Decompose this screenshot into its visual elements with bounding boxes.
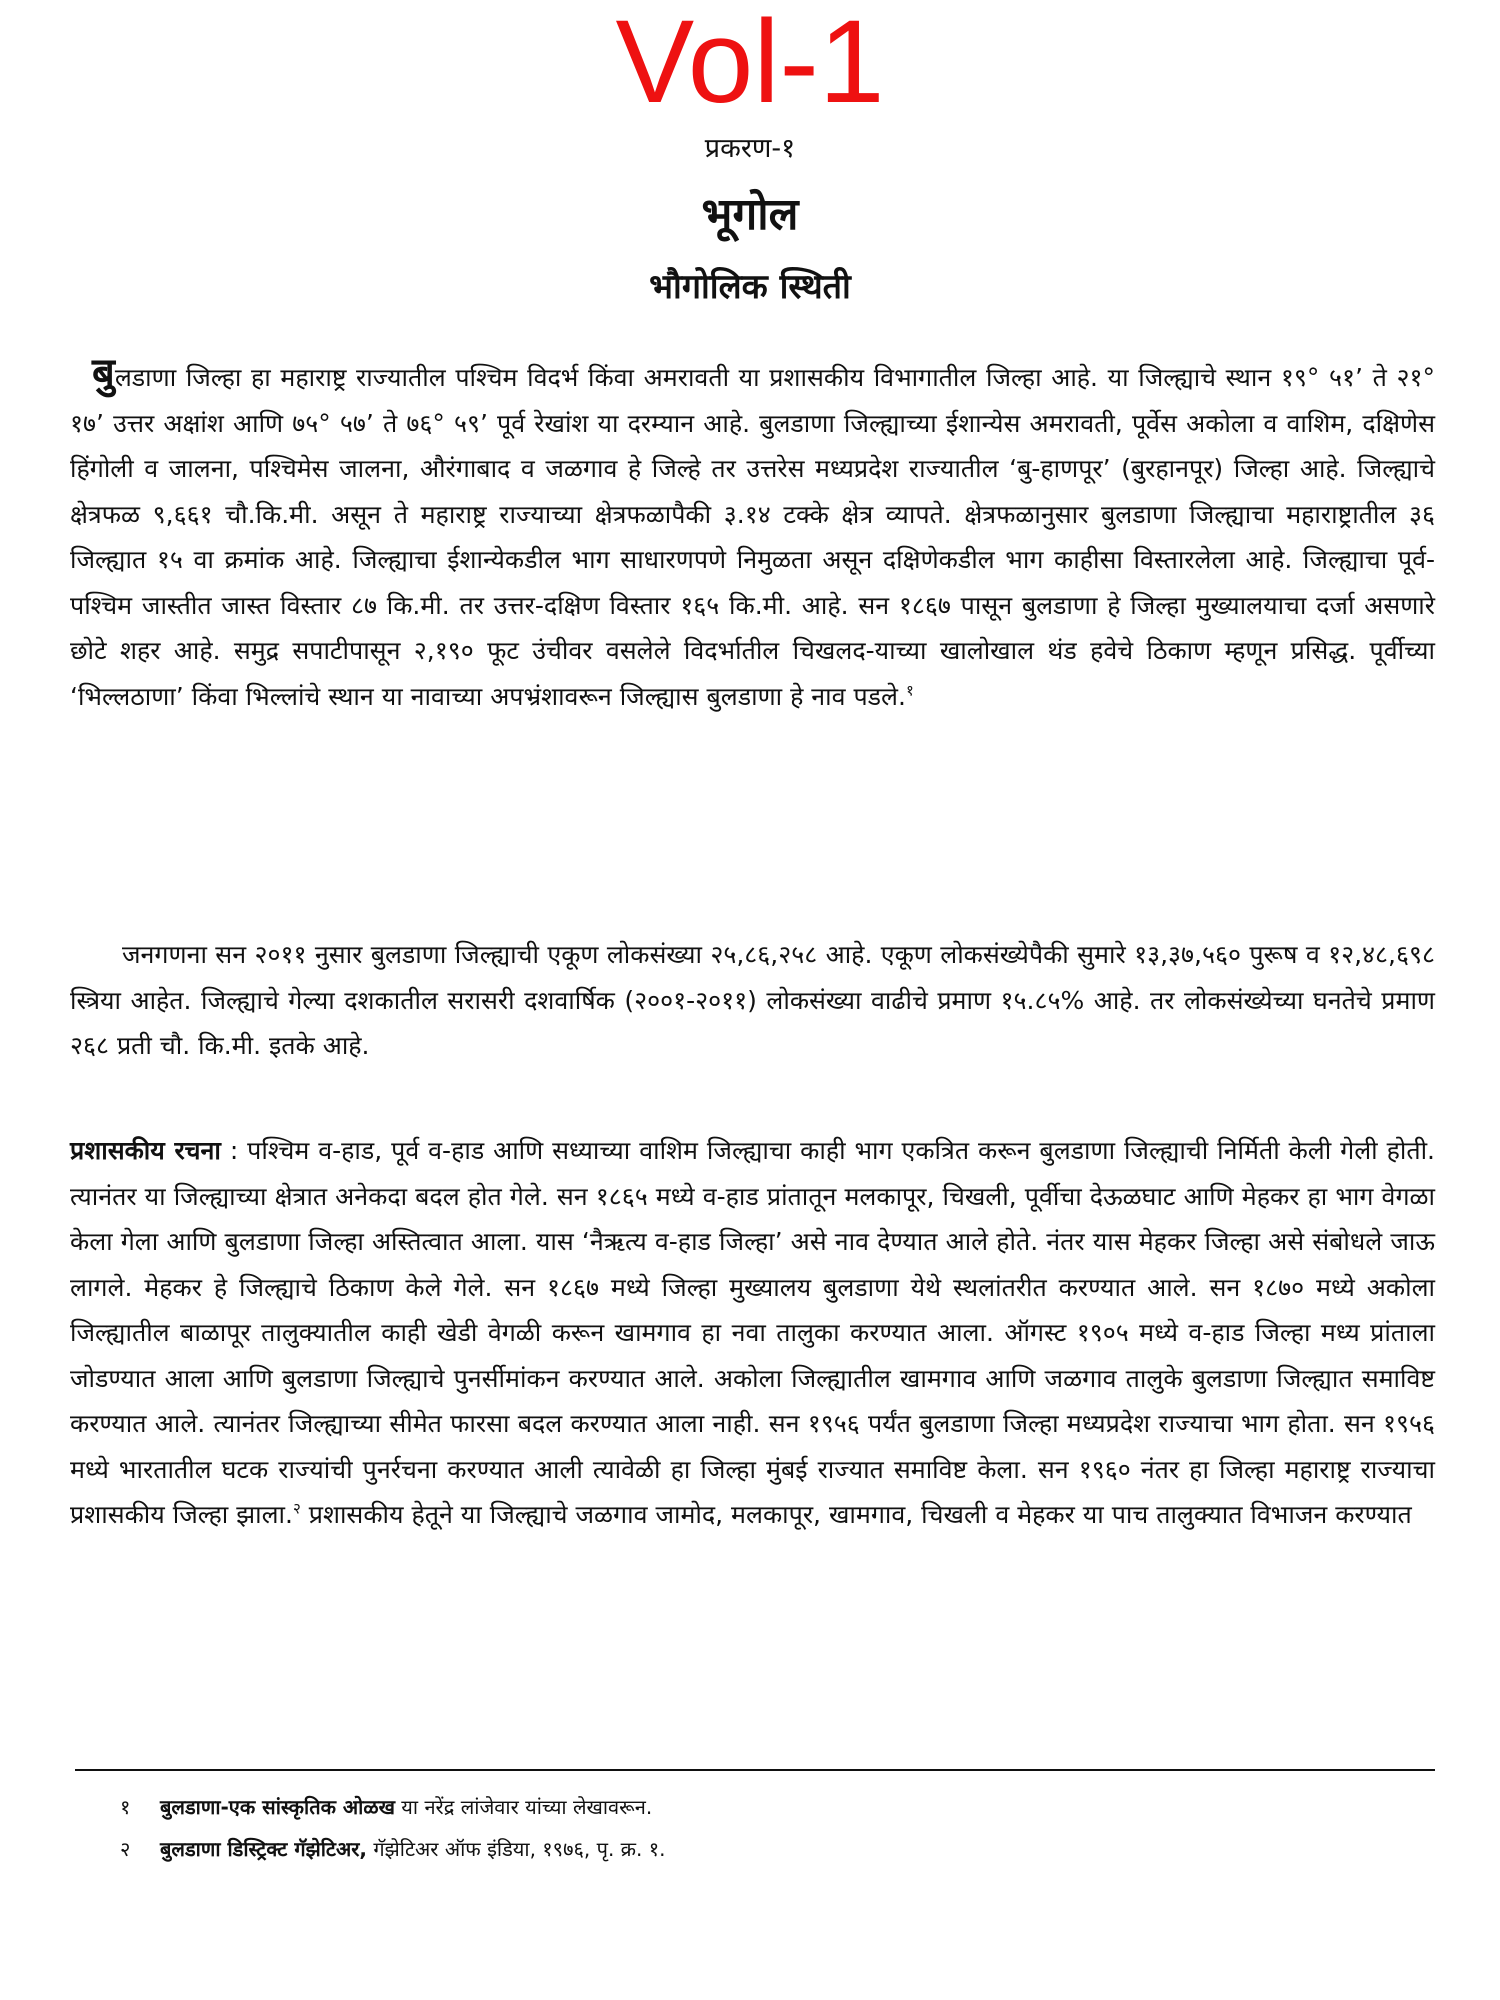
drop-cap: बु <box>92 350 115 396</box>
footnote-divider <box>75 1769 1435 1771</box>
footnote-source-title: बुलडाणा-एक सांस्कृतिक ओळख <box>160 1795 395 1819</box>
paragraph-location-text: लडाणा जिल्हा हा महाराष्ट्र राज्यातील पश्चिम विदर्भ किंवा अमरावती या प्रशासकीय विभागातील जिल्हा आहे. या जिल्ह्याचे स्थान १९° ५१’ ते २१° १७’ उत्तर अक्षांश आणि ७५° ५७’ ते ७६° ५९’ पूर्व रेखांश या दरम्यान आहे. बुलडाणा जिल्ह्याच्या ईशान्येस अमरावती, पूर्वेस अकोला व वाशिम, दक्षिणेस हिंगोली व जालना, पश्चिमेस जालना, औरंगाबाद व जळगाव हे जिल्हे तर उत्तरेस मध्यप्रदेश राज्यातील ‘बु-हाणपूर’ (बुरहानपूर) जिल्हा आहे. जिल्ह्याचे क्षेत्रफळ ९,६६१ चौ.कि.मी. असून ते महाराष्ट्र राज्याच्या क्षेत्रफळापैकी ३.१४ टक्के क्षेत्र व्यापते. क्षेत्रफळानुसार बुलडाणा जिल्ह्याचा महाराष्ट्रातील ३६ जिल्ह्यात १५ वा क्रमांक आहे. जिल्ह्याचा ईशान्येकडील भाग साधारणपणे निमुळता असून दक्षिणेकडील भाग काहीसा विस्तारलेला आहे. जिल्ह्याचा पूर्व-पश्चिम जास्तीत जास्त विस्तार ८७ कि.मी. तर उत्तर-दक्षिण विस्तार १६५ कि.मी. आहे. सन १८६७ पासून बुलडाणा हे जिल्हा मुख्यालयाचा दर्जा असणारे छोटे शहर आहे. समुद्र सपाटीपासून २,१९० फूट उंचीवर वसलेले विदर्भातील चिखलद-याच्या खालोखाल थंड हवेचे ठिकाण म्हणून प्रसिद्ध. पूर्वीच्या ‘भिल्लठाणा’ किंवा भिल्लांचे स्थान या नावाच्या अपभ्रंशावरून जिल्ह्यास बुलडाणा हे नाव पडले. <box>70 363 1435 711</box>
footnote-1 <box>120 1792 1420 1822</box>
paragraph-population: जनगणना सन २०११ नुसार बुलडाणा जिल्ह्याची एकूण लोकसंख्या २५,८६,२५८ आहे. एकूण लोकसंख्येपैकी सुमारे १३,३७,५६० पुरूष व १२,४८,६९८ स्त्रिया आहेत. जिल्ह्याचे गेल्या दशकातील सरासरी दशवार्षिक (२००१-२०११) लोकसंख्या वाढीचे प्रमाण १५.८५% आहे. तर लोकसंख्येच्या घनतेचे प्रमाण २६८ प्रती चौ. कि.मी. इतके आहे. <box>70 940 1435 1060</box>
chapter-title: भूगोल <box>701 189 799 240</box>
paragraph-location <box>70 350 1435 719</box>
chapter-subtitle: भौगोलिक स्थिती <box>649 267 851 307</box>
section-lead: प्रशासकीय रचना <box>70 1136 221 1165</box>
footnote-ref-1: १ <box>905 681 914 700</box>
footnote-source-detail: या नरेंद्र लांजेवार यांच्या लेखावरून. <box>394 1795 653 1819</box>
footnote-source-detail: गॅझेटिअर ऑफ इंडिया, १९७६, पृ. क्र. १. <box>367 1837 666 1861</box>
paragraph-administration-text-a: : पश्चिम व-हाड, पूर्व व-हाड आणि सध्याच्या वाशिम जिल्ह्याचा काही भाग एकत्रित करून बुलडाणा जिल्ह्याची निर्मिती केली गेली होती. त्यानंतर या जिल्ह्याच्या क्षेत्रात अनेकदा बदल होत गेले. सन १८६५ मध्ये व-हाड प्रांतातून मलकापूर, चिखली, पूर्वीचा देऊळघाट आणि मेहकर हा भाग वेगळा केला गेला आणि बुलडाणा जिल्हा अस्तित्वात आला. यास ‘नैऋत्य व-हाड जिल्हा’ असे नाव देण्यात आले होते. नंतर यास मेहकर जिल्हा असे संबोधले जाऊ लागले. मेहकर हे जिल्ह्याचे ठिकाण केले गेले. सन १८६७ मध्ये जिल्हा मुख्यालय बुलडाणा येथे स्थलांतरीत करण्यात आले. सन १८७० मध्ये अकोला जिल्ह्यातील बाळापूर तालुक्यातील काही खेडी वेगळी करून खामगाव हा नवा तालुका करण्यात आला. ऑगस्ट १९०५ मध्ये व-हाड जिल्हा मध्य प्रांताला जोडण्यात आला आणि बुलडाणा जिल्ह्याचे पुनर्सीमांकन करण्यात आले. अकोला जिल्ह्यातील खामगाव आणि जळगाव तालुके बुलडाणा जिल्ह्यात समाविष्ट करण्यात आले. त्यानंतर जिल्ह्याच्या सीमेत फारसा बदल करण्यात आला नाही. सन १९५६ पर्यंत बुलडाणा जिल्हा मध्यप्रदेश राज्याचा भाग होता. सन १९५६ मध्ये भारतातील घटक राज्यांची पुनर्रचना करण्यात आली त्यावेळी हा जिल्हा मुंबई राज्यात समाविष्ट केला. सन १९६० नंतर हा जिल्हा महाराष्ट्र राज्याचा प्रशासकीय जिल्हा झाला. <box>70 1136 1435 1529</box>
paragraph-administration-text-b: प्रशासकीय हेतूने या जिल्ह्याचे जळगाव जामोद, मलकापूर, खामगाव, चिखली व मेहकर या पाच तालुक्यात विभाजन करण्यात <box>300 1500 1412 1529</box>
footnote-number: २ <box>120 1837 131 1861</box>
footnote-2 <box>120 1834 1420 1864</box>
footnote-ref-2: २ <box>292 1499 301 1518</box>
paragraph-administration <box>70 1128 1435 1538</box>
chapter-number: प्रकरण-१ <box>704 133 796 164</box>
volume-label: Vol-1 <box>615 0 885 128</box>
footnote-source-title: बुलडाणा डिस्ट्रिक्ट गॅझेटिअर, <box>160 1837 368 1861</box>
footnote-number: १ <box>120 1795 131 1819</box>
